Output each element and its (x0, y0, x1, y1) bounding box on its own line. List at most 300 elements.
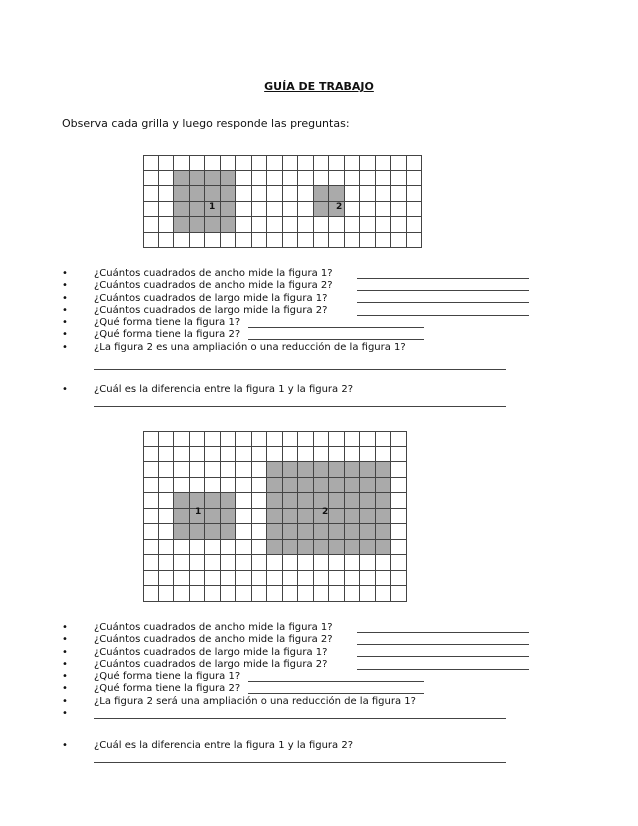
grid-cell (189, 446, 206, 463)
grid-cell (390, 477, 407, 494)
grid-cell (282, 477, 299, 494)
grid-cell (390, 216, 407, 233)
grid-cell (282, 523, 299, 540)
grid-cell (220, 232, 237, 249)
grid-cell (375, 216, 392, 233)
question-2-2: • ¿Cuántos cuadrados de ancho mide la figura 2? (62, 634, 416, 646)
grid-1 (143, 155, 422, 248)
grid-cell (204, 431, 221, 447)
question-1-2: • ¿Cuántos cuadrados de ancho mide la figura 2? (62, 280, 406, 292)
grid-cell (235, 170, 252, 187)
grid-cell (251, 446, 268, 463)
grid-cell (173, 585, 190, 602)
grid-cell (143, 539, 159, 556)
grid-cell (220, 201, 237, 218)
grid-cell (359, 216, 376, 233)
grid-cell (266, 461, 283, 478)
grid-cell (143, 461, 159, 478)
grid-cell (189, 477, 206, 494)
answer-line[interactable] (357, 278, 529, 279)
grid-cell (266, 201, 283, 218)
question-2-5: • ¿Qué forma tiene la figura 1? (62, 671, 416, 683)
grid-cell (313, 539, 330, 556)
grid-cell (158, 492, 175, 509)
grid-2-figure-1-label: 1 (195, 507, 202, 517)
grid-cell (251, 201, 268, 218)
grid-cell (204, 155, 221, 171)
grid-cell (282, 185, 299, 202)
grid-cell (359, 446, 376, 463)
grid-cell (204, 523, 221, 540)
grid-cell (266, 554, 283, 571)
grid-cell (204, 461, 221, 478)
grid-cell (158, 216, 175, 233)
grid-cell (344, 201, 361, 218)
grid-cell (344, 446, 361, 463)
grid-cell (359, 570, 376, 587)
grid-cell (297, 585, 314, 602)
grid-cell (204, 570, 221, 587)
grid-cell (328, 170, 345, 187)
grid-cell (189, 570, 206, 587)
grid-cell (143, 492, 159, 509)
grid-cell (375, 155, 392, 171)
grid-cell (390, 201, 407, 218)
grid-cell (251, 554, 268, 571)
grid-cell (235, 539, 252, 556)
grid-cell (173, 570, 190, 587)
grid-cell (375, 431, 392, 447)
grid-cell (266, 585, 283, 602)
grid-cell (328, 477, 345, 494)
grid-cell (344, 554, 361, 571)
grid-cell (266, 570, 283, 587)
grid-cell (344, 492, 361, 509)
grid-cell (266, 155, 283, 171)
grid-cell (189, 232, 206, 249)
question-1-3: • ¿Cuántos cuadrados de largo mide la figura 1? (62, 293, 406, 305)
question-1-1: • ¿Cuántos cuadrados de ancho mide la figura 1? (62, 268, 406, 280)
grid-cell (359, 477, 376, 494)
grid-cell (266, 232, 283, 249)
grid-cell (390, 185, 407, 202)
grid-cell (251, 461, 268, 478)
grid-cell (266, 508, 283, 525)
grid-cell (173, 554, 190, 571)
grid-cell (297, 201, 314, 218)
grid-cell (235, 554, 252, 571)
question-1-8: • ¿Cuál es la diferencia entre la figura 1 y la figura 2? (62, 384, 353, 396)
grid-cell (375, 492, 392, 509)
answer-line[interactable] (94, 762, 506, 763)
answer-line[interactable] (357, 632, 529, 633)
grid-cell (313, 431, 330, 447)
answer-line[interactable] (357, 644, 529, 645)
grid-cell (220, 477, 237, 494)
grid-cell (313, 446, 330, 463)
grid-cell (173, 446, 190, 463)
grid-cell (390, 461, 407, 478)
question-1-4: • ¿Cuántos cuadrados de largo mide la figura 2? (62, 305, 406, 317)
grid-cell (375, 508, 392, 525)
difference-question-2 (62, 740, 353, 752)
grid-cell (359, 508, 376, 525)
grid-cell (375, 554, 392, 571)
grid-cell (235, 431, 252, 447)
grid-cell (359, 554, 376, 571)
difference-question-1 (62, 384, 353, 396)
grid-cell (359, 232, 376, 249)
grid-cell (204, 185, 221, 202)
grid-cell (297, 232, 314, 249)
grid-cell (359, 431, 376, 447)
grid-cell (297, 185, 314, 202)
grid-1-figure-2-label: 2 (336, 202, 343, 212)
grid-cell (220, 446, 237, 463)
grid-cell (282, 170, 299, 187)
page-title: GUÍA DE TRABAJO (264, 80, 374, 93)
grid-cell (328, 523, 345, 540)
grid-cell (375, 523, 392, 540)
grid-2 (143, 431, 407, 602)
grid-cell (390, 492, 407, 509)
grid-cell (220, 155, 237, 171)
grid-cell (143, 523, 159, 540)
grid-cell (313, 155, 330, 171)
question-2-8: • ¿Cuál es la diferencia entre la figura 1 y la figura 2? (62, 740, 353, 752)
grid-cell (158, 554, 175, 571)
grid-cell (344, 461, 361, 478)
grid-cell (297, 539, 314, 556)
grid-cell (359, 461, 376, 478)
grid-cell (173, 216, 190, 233)
grid-cell (220, 539, 237, 556)
grid-cell (344, 155, 361, 171)
grid-cell (344, 570, 361, 587)
grid-cell (313, 201, 330, 218)
grid-cell (235, 585, 252, 602)
grid-cell (204, 446, 221, 463)
grid-cell (328, 554, 345, 571)
answer-line[interactable] (248, 681, 424, 682)
grid-cell (344, 523, 361, 540)
grid-cell (143, 585, 159, 602)
grid-cell (359, 539, 376, 556)
grid-cell (173, 539, 190, 556)
grid-cell (375, 461, 392, 478)
grid-cell (235, 185, 252, 202)
grid-cell (204, 492, 221, 509)
grid-cell (189, 523, 206, 540)
grid-cell (173, 508, 190, 525)
grid-cell (251, 539, 268, 556)
question-list-1 (62, 268, 406, 354)
grid-cell (297, 523, 314, 540)
grid-cell (204, 585, 221, 602)
grid-cell (375, 570, 392, 587)
grid-cell (158, 523, 175, 540)
grid-cell (266, 539, 283, 556)
grid-cell (204, 554, 221, 571)
grid-cell (390, 585, 407, 602)
grid-cell (282, 155, 299, 171)
grid-cell (328, 492, 345, 509)
grid-cell (328, 185, 345, 202)
grid-cell (297, 461, 314, 478)
question-list-2 (62, 622, 416, 720)
grid-cell (359, 170, 376, 187)
grid-cell (158, 155, 175, 171)
answer-line[interactable] (248, 339, 424, 340)
answer-line[interactable] (357, 656, 529, 657)
grid-cell (158, 570, 175, 587)
grid-cell (344, 585, 361, 602)
grid-cell (189, 216, 206, 233)
grid-cell (297, 508, 314, 525)
grid-cell (328, 461, 345, 478)
instructions: Observa cada grilla y luego responde las preguntas: (62, 117, 350, 130)
grid-cell (251, 508, 268, 525)
grid-cell (313, 570, 330, 587)
grid-cell (143, 185, 159, 202)
grid-cell (235, 523, 252, 540)
grid-cell (235, 201, 252, 218)
grid-cell (406, 201, 423, 218)
grid-cell (173, 492, 190, 509)
grid-cell (375, 232, 392, 249)
grid-cell (359, 155, 376, 171)
grid-cell (297, 477, 314, 494)
grid-cell (328, 508, 345, 525)
answer-line[interactable] (248, 327, 424, 328)
question-1-7: • ¿La figura 2 es una ampliación o una reducción de la figura 1? (62, 342, 406, 354)
grid-cell (390, 431, 407, 447)
grid-cell (158, 585, 175, 602)
grid-cell (143, 216, 159, 233)
grid-cell (375, 170, 392, 187)
grid-cell (143, 170, 159, 187)
grid-cell (158, 539, 175, 556)
grid-cell (189, 539, 206, 556)
grid-cell (251, 216, 268, 233)
grid-cell (266, 446, 283, 463)
grid-cell (406, 185, 423, 202)
answer-line[interactable] (357, 669, 529, 670)
grid-cell (235, 216, 252, 233)
grid-cell (251, 585, 268, 602)
grid-cell (235, 232, 252, 249)
grid-cell (375, 477, 392, 494)
grid-cell (282, 570, 299, 587)
grid-cell (143, 232, 159, 249)
grid-cell (158, 201, 175, 218)
grid-cell (266, 477, 283, 494)
grid-cell (313, 170, 330, 187)
grid-cell (390, 523, 407, 540)
grid-cell (297, 492, 314, 509)
grid-cell (204, 170, 221, 187)
grid-cell (375, 201, 392, 218)
grid-cell (344, 431, 361, 447)
grid-cell (375, 539, 392, 556)
grid-cell (266, 523, 283, 540)
grid-cell (313, 585, 330, 602)
grid-cell (390, 155, 407, 171)
grid-cell (406, 170, 423, 187)
grid-cell (390, 539, 407, 556)
grid-cell (158, 446, 175, 463)
grid-cell (406, 232, 423, 249)
grid-cell (251, 492, 268, 509)
grid-cell (220, 554, 237, 571)
grid-cell (235, 508, 252, 525)
grid-cell (282, 508, 299, 525)
grid-cell (251, 431, 268, 447)
grid-cell (251, 232, 268, 249)
grid-cell (282, 539, 299, 556)
answer-line[interactable] (357, 315, 529, 316)
grid-cell (344, 539, 361, 556)
grid-cell (189, 185, 206, 202)
grid-cell (235, 461, 252, 478)
grid-cell (359, 523, 376, 540)
grid-cell (189, 461, 206, 478)
grid-cell (359, 492, 376, 509)
grid-cell (375, 185, 392, 202)
grid-cell (189, 170, 206, 187)
question-1-5: • ¿Qué forma tiene la figura 1? (62, 317, 406, 329)
grid-cell (220, 492, 237, 509)
grid-cell (143, 201, 159, 218)
grid-cell (313, 232, 330, 249)
grid-cell (220, 185, 237, 202)
grid-cell (143, 508, 159, 525)
grid-cell (313, 461, 330, 478)
answer-line[interactable] (94, 406, 506, 407)
grid-cell (282, 201, 299, 218)
grid-cell (297, 570, 314, 587)
grid-cell (344, 508, 361, 525)
grid-cell (204, 508, 221, 525)
question-2-3: • ¿Cuántos cuadrados de largo mide la figura 1? (62, 647, 416, 659)
grid-cell (235, 155, 252, 171)
grid-cell (266, 492, 283, 509)
grid-cell (235, 446, 252, 463)
grid-cell (344, 170, 361, 187)
grid-cell (266, 170, 283, 187)
grid-cell (390, 554, 407, 571)
grid-cell (189, 585, 206, 602)
answer-line[interactable] (357, 290, 529, 291)
grid-cell (344, 477, 361, 494)
grid-cell (328, 216, 345, 233)
grid-cell (313, 477, 330, 494)
grid-cell (297, 554, 314, 571)
grid-cell (297, 170, 314, 187)
grid-cell (204, 232, 221, 249)
answer-line[interactable] (94, 369, 506, 370)
grid-cell (158, 477, 175, 494)
grid-cell (328, 155, 345, 171)
grid-cell (406, 155, 423, 171)
grid-cell (282, 585, 299, 602)
grid-cell (220, 170, 237, 187)
answer-line[interactable] (357, 302, 529, 303)
grid-cell (390, 570, 407, 587)
grid-cell (173, 185, 190, 202)
grid-cell (297, 216, 314, 233)
grid-cell (220, 461, 237, 478)
grid-cell (297, 446, 314, 463)
grid-cell (158, 508, 175, 525)
grid-cell (328, 431, 345, 447)
grid-cell (173, 232, 190, 249)
question-1-6: • ¿Qué forma tiene la figura 2? (62, 329, 406, 341)
grid-cell (143, 570, 159, 587)
grid-cell (173, 477, 190, 494)
grid-cell (313, 185, 330, 202)
answer-line[interactable] (248, 693, 424, 694)
grid-cell (251, 523, 268, 540)
grid-cell (143, 155, 159, 171)
grid-cell (313, 216, 330, 233)
grid-cell (313, 523, 330, 540)
grid-cell (328, 570, 345, 587)
grid-cell (158, 461, 175, 478)
grid-cell (328, 585, 345, 602)
question-2-6: • ¿Qué forma tiene la figura 2? (62, 683, 416, 695)
grid-cell (204, 539, 221, 556)
grid-cell (282, 461, 299, 478)
grid-cell (251, 155, 268, 171)
grid-cell (282, 431, 299, 447)
grid-cell (251, 170, 268, 187)
grid-cell (143, 431, 159, 447)
grid-cell (173, 201, 190, 218)
grid-cell (344, 185, 361, 202)
grid-cell (328, 446, 345, 463)
grid-cell (328, 232, 345, 249)
grid-2-figure-2-label: 2 (322, 507, 329, 517)
grid-cell (158, 431, 175, 447)
grid-cell (344, 232, 361, 249)
grid-cell (189, 554, 206, 571)
grid-cell (173, 155, 190, 171)
grid-cell (375, 446, 392, 463)
answer-line[interactable] (94, 718, 506, 719)
grid-cell (282, 554, 299, 571)
grid-cell (158, 185, 175, 202)
grid-cell (173, 461, 190, 478)
grid-cell (235, 570, 252, 587)
grid-cell (143, 446, 159, 463)
grid-cell (344, 216, 361, 233)
grid-cell (220, 585, 237, 602)
question-2-7: • ¿La figura 2 será una ampliación o una reducción de la figura 1? (62, 696, 416, 708)
grid-cell (189, 155, 206, 171)
grid-cell (406, 216, 423, 233)
grid-cell (266, 431, 283, 447)
grid-cell (220, 508, 237, 525)
grid-cell (297, 155, 314, 171)
grid-cell (220, 431, 237, 447)
grid-cell (220, 216, 237, 233)
grid-cell (158, 232, 175, 249)
grid-cell (282, 492, 299, 509)
question-2-4: • ¿Cuántos cuadrados de largo mide la figura 2? (62, 659, 416, 671)
grid-cell (143, 554, 159, 571)
grid-cell (266, 216, 283, 233)
